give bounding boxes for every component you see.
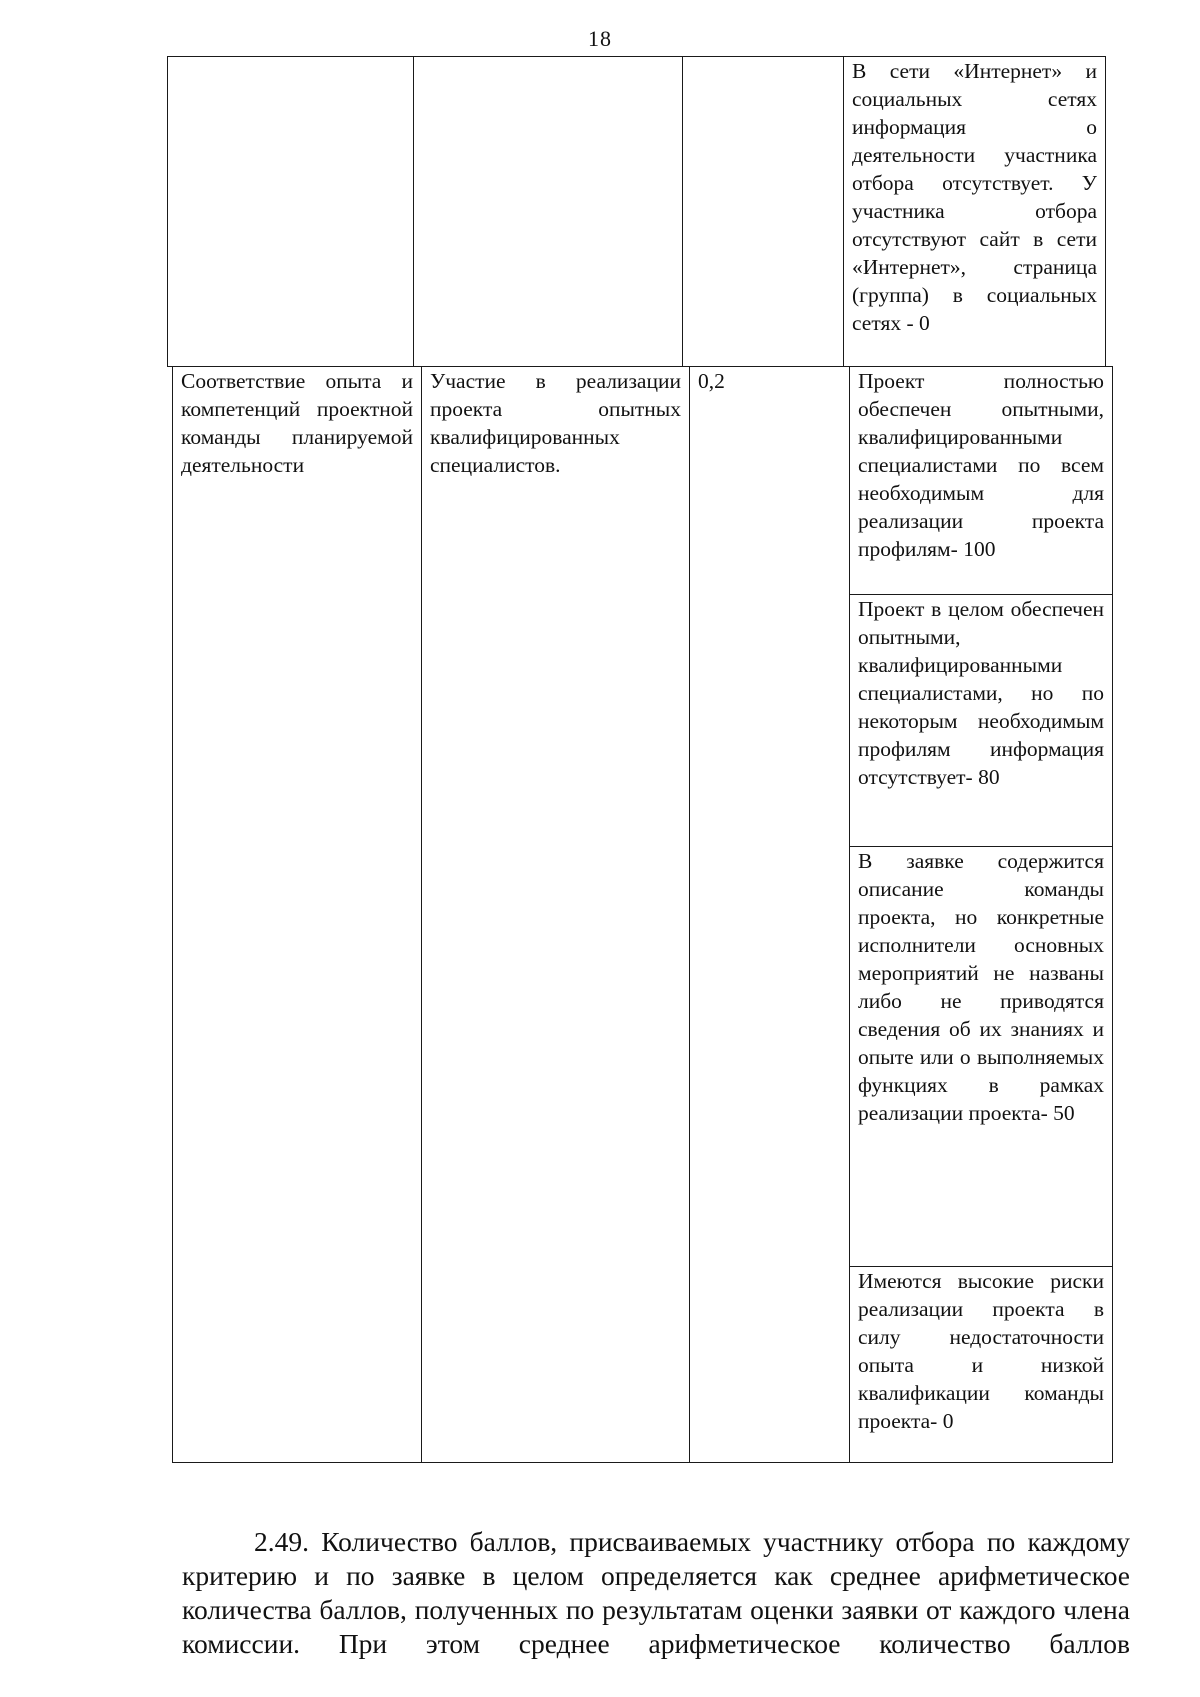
page-number: 18 (588, 26, 612, 51)
score-text: В сети «Интернет» и социальных сетях информация о деятельности участника отбора отсутствует. У участника отбора отсутствуют сайт в сети «Интернет», страница (группа) в социальных сетях - 0 (852, 59, 1097, 335)
score-text-100: Проект полностью обеспечен опытными, квалифицированными специалистами по всем необходимым для реализации проекта профилям- 100 (858, 369, 1104, 561)
weight-cell (690, 367, 850, 1463)
indicator-cell (414, 57, 683, 367)
score-cell (844, 57, 1106, 367)
score-cell (850, 1267, 1113, 1463)
weight-text: 0,2 (698, 369, 725, 393)
score-text-80: Проект в целом обеспечен опытными, квалифицированными специалистами, но по некоторым необходимым профилям информация отсутствует- 80 (858, 597, 1104, 789)
score-cell (850, 367, 1113, 595)
criterion-text: Соответствие опыта и компетенций проектной команды планируемой деятельности (181, 369, 413, 477)
score-text-0: Имеются высокие риски реализации проекта в силу недостаточности опыта и низкой квалификации команды проекта- 0 (858, 1269, 1104, 1433)
criterion-cell (173, 367, 422, 1463)
score-cell (850, 595, 1113, 847)
criteria-table (172, 366, 1113, 1463)
criteria-table-continued (167, 56, 1106, 367)
indicator-text: Участие в реализации проекта опытных квалифицированных специалистов. (430, 369, 681, 477)
table-row (173, 367, 1113, 595)
score-text-50: В заявке содержится описание команды проекта, но конкретные исполнители основных мероприятий не названы либо не приводятся сведения об их знаниях и опыте или о выполняемых функциях в рамках реализации проекта- 50 (858, 849, 1104, 1125)
weight-cell (683, 57, 844, 367)
score-cell (850, 847, 1113, 1267)
criterion-cell (168, 57, 414, 367)
table-row (168, 57, 1106, 367)
paragraph-2-49: 2.49. Количество баллов, присваиваемых участнику отбора по каждому критерию и по заявке в целом определяется как среднее арифметическое количества баллов, полученных по результатам оценки заявки от каждого члена комиссии. При этом среднее арифметическое количество баллов (182, 1525, 1130, 1659)
indicator-cell (422, 367, 690, 1463)
